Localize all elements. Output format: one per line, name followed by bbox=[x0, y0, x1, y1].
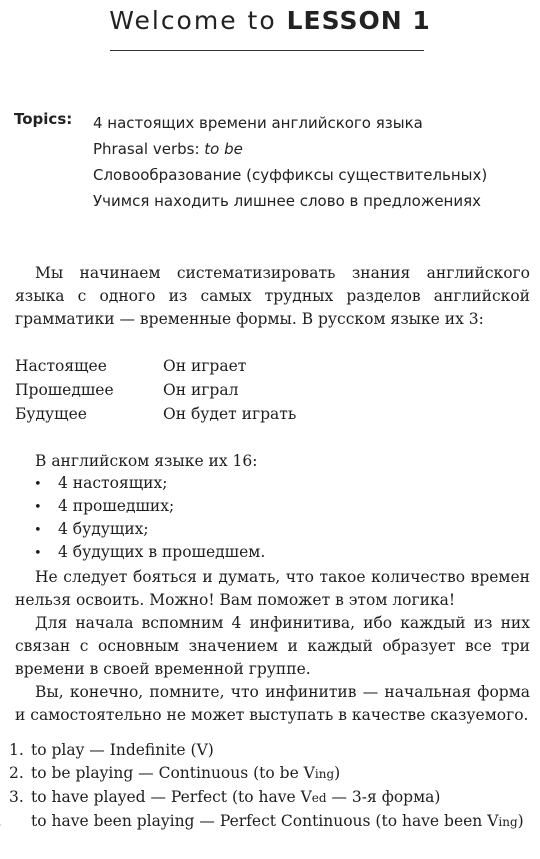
topic-item: Учимся находить лишнее слово в предложениях bbox=[93, 192, 482, 210]
list-item-text: 4 будущих в прошедшем. bbox=[58, 543, 266, 561]
tense-row bbox=[15, 378, 296, 402]
item-number: 2. bbox=[9, 764, 24, 782]
topics-label: Topics: bbox=[14, 110, 73, 128]
bullet-icon: • bbox=[34, 477, 42, 492]
form-suffix: ed bbox=[311, 791, 327, 805]
english-tense-list bbox=[34, 472, 265, 564]
form-suffix: ing bbox=[498, 815, 518, 829]
list-item-text: 4 прошедших; bbox=[58, 497, 175, 515]
infinitive-text-end: ) bbox=[334, 764, 341, 782]
paragraph: Для начала вспомним 4 инфинитива, ибо каждый из них связан с основным значением и каждый образует все три времени в своей временной группе. bbox=[15, 614, 530, 678]
item-number: 3. bbox=[9, 788, 24, 806]
title-underline bbox=[110, 50, 424, 51]
list-item-text: 4 будущих; bbox=[58, 520, 149, 538]
topic-item: 4 настоящих времени английского языка bbox=[93, 114, 423, 132]
list-item bbox=[34, 518, 265, 541]
infinitive-item bbox=[9, 739, 530, 762]
infinitive-text: to be playing — Continuous (to be V bbox=[31, 764, 315, 782]
tense-row bbox=[15, 354, 296, 378]
item-number: 1. bbox=[9, 741, 24, 759]
infinitive-text: to have been playing — Perfect Continuous (to have been V bbox=[31, 812, 499, 830]
tense-example: Он будет играть bbox=[163, 405, 297, 423]
list-item bbox=[34, 495, 265, 518]
topic-item: Словообразование (суффиксы существительных) bbox=[93, 166, 488, 184]
english-tense-count: В английском языке их 16: bbox=[35, 452, 258, 470]
infinitive-item bbox=[9, 762, 530, 786]
infinitive-item bbox=[9, 810, 530, 834]
tense-name: Настоящее bbox=[15, 357, 107, 375]
paragraph: Вы, конечно, помните, что инфинитив — начальная форма и самостоятельно не может выступать в качестве сказуемого. bbox=[15, 683, 530, 724]
tense-example: Он играет bbox=[163, 357, 247, 375]
bullet-icon: • bbox=[34, 546, 42, 561]
list-item bbox=[34, 541, 265, 564]
bullet-icon: • bbox=[34, 500, 42, 515]
intro-paragraph: Мы начинаем систематизировать знания английского языка с одного из самых трудных разделов английской грамматики — временные формы. В русском языке их 3: bbox=[15, 264, 530, 328]
infinitive-text: to have played — Perfect (to have V bbox=[31, 788, 312, 806]
infinitive-text-end: ) bbox=[517, 812, 524, 830]
topic-phrasal-verb: to be bbox=[204, 140, 243, 158]
title-prefix: Welcome to bbox=[109, 6, 287, 35]
infinitive-text-end: — 3-я форма) bbox=[326, 788, 441, 806]
infinitives-list bbox=[9, 739, 530, 834]
list-item-text: 4 настоящих; bbox=[58, 474, 168, 492]
tense-example: Он играл bbox=[163, 381, 239, 399]
russian-tenses-table bbox=[15, 354, 296, 426]
item-number bbox=[9, 810, 31, 833]
list-item bbox=[34, 472, 265, 495]
topic-item-phrasal-verbs bbox=[93, 136, 523, 162]
lesson-title bbox=[0, 6, 540, 35]
infinitive-item bbox=[9, 786, 530, 810]
paragraph: Не следует бояться и думать, что такое количество времен нельзя освоить. Можно! Вам поможет в этом логика! bbox=[15, 568, 530, 609]
infinitive-text: to play — Indefinite (V) bbox=[31, 741, 214, 759]
tense-name: Прошедшее bbox=[15, 381, 114, 399]
title-lesson-number: LESSON 1 bbox=[286, 6, 431, 35]
tense-name: Будущее bbox=[15, 405, 87, 423]
topic-label: Phrasal verbs: bbox=[93, 140, 205, 158]
bullet-icon: • bbox=[34, 523, 42, 538]
form-suffix: ing bbox=[314, 767, 335, 781]
topics-list bbox=[93, 110, 523, 214]
tense-row bbox=[15, 402, 296, 426]
